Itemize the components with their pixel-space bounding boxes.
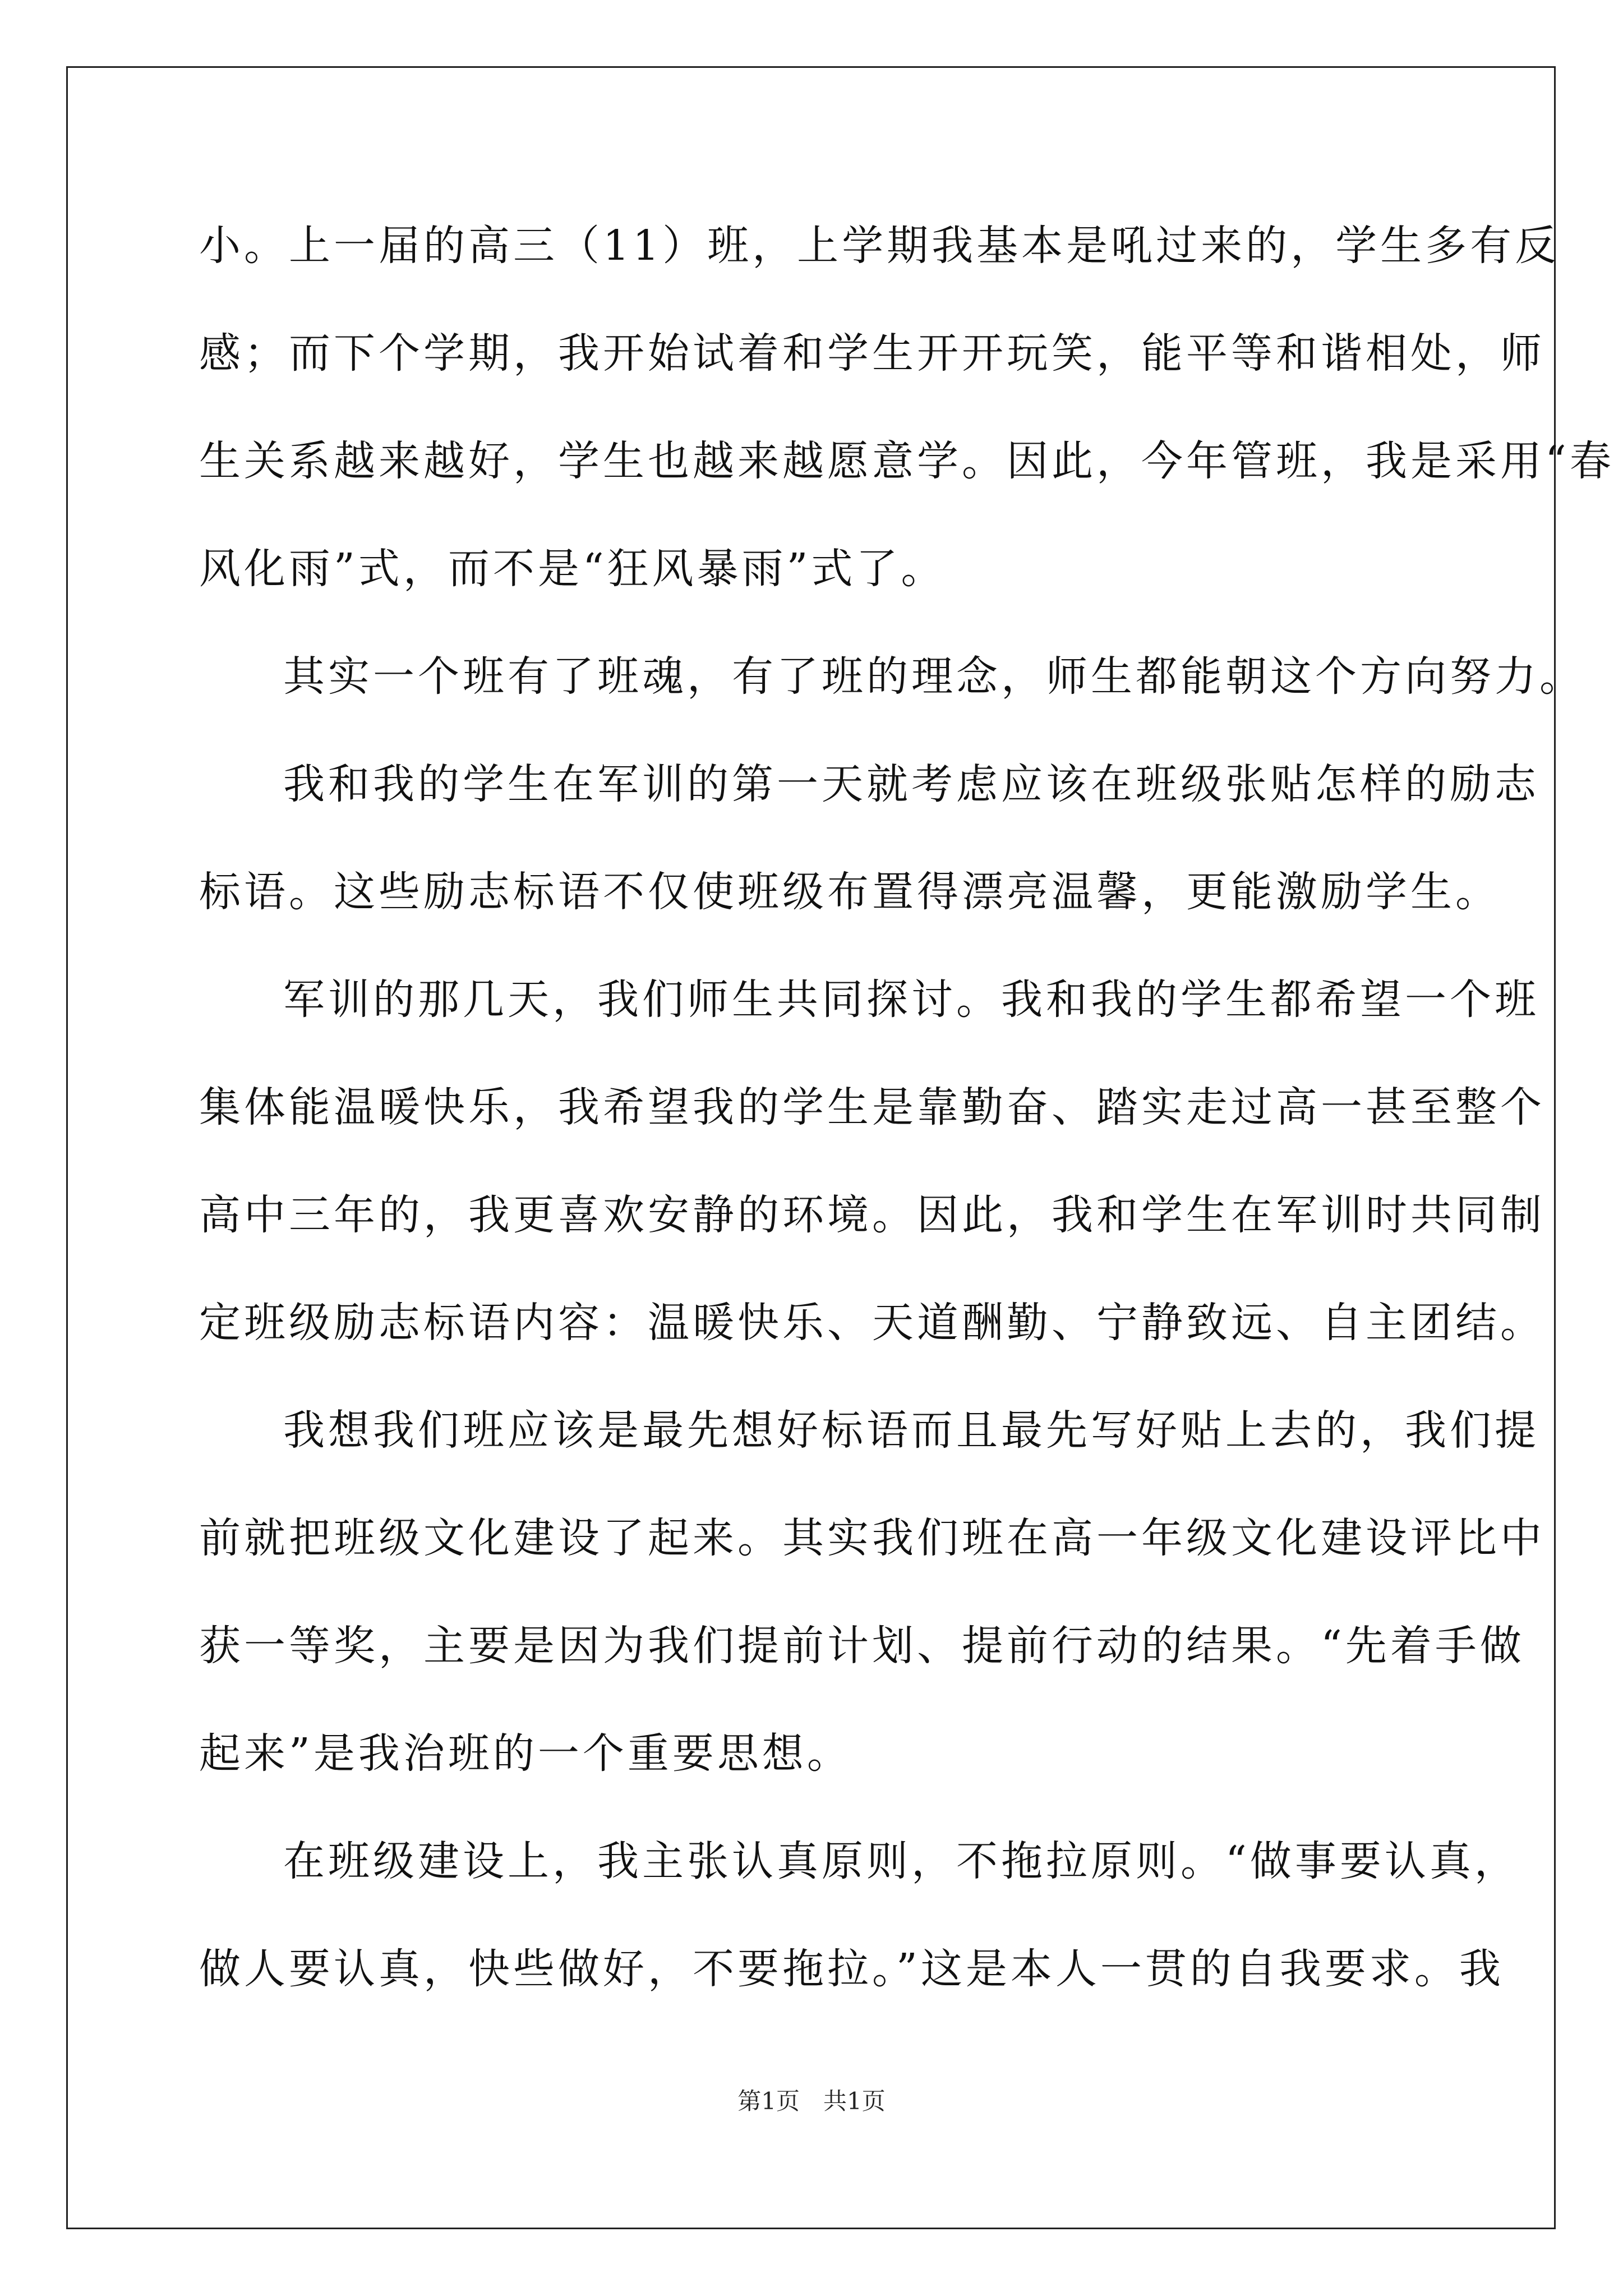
text-line: 生关系越来越好，学生也越来越愿意学。因此，今年管班，我是采用“春 bbox=[199, 437, 1615, 485]
text-line: 感；而下个学期，我开始试着和学生开开玩笑，能平等和谐相处，师 bbox=[199, 329, 1545, 378]
text-line: 高中三年的，我更喜欢安静的环境。因此，我和学生在军训时共同制 bbox=[199, 1191, 1545, 1239]
text-line: 获一等奖，主要是因为我们提前计划、提前行动的结果。“先着手做 bbox=[199, 1622, 1525, 1670]
text-line: 起来”是我治班的一个重要思想。 bbox=[199, 1729, 852, 1778]
text-line: 标语。这些励志标语不仅使班级布置得漂亮温馨，更能激励学生。 bbox=[199, 868, 1500, 916]
text-line: 其实一个班有了班魂，有了班的理念，师生都能朝这个方向努力。 bbox=[283, 652, 1584, 701]
text-line: 风化雨”式，而不是“狂风暴雨”式了。 bbox=[199, 545, 946, 593]
text-line: 在班级建设上，我主张认真原则，不拖拉原则。“做事要认真， bbox=[283, 1837, 1519, 1885]
text-line: 军训的那几天，我们师生共同探讨。我和我的学生都希望一个班 bbox=[283, 976, 1539, 1024]
text-line: 我和我的学生在军训的第一天就考虑应该在班级张贴怎样的励志 bbox=[283, 760, 1539, 808]
text-line: 小。上一届的高三（11）班，上学期我基本是吼过来的，学生多有反 bbox=[199, 222, 1560, 270]
text-line: 做人要认真，快些做好，不要拖拉。”这是本人一贯的自我要求。我 bbox=[199, 1945, 1504, 1993]
text-line: 我想我们班应该是最先想好标语而且最先写好贴上去的，我们提 bbox=[283, 1406, 1539, 1455]
text-line: 前就把班级文化建设了起来。其实我们班在高一年级文化建设评比中 bbox=[199, 1514, 1545, 1562]
text-line: 定班级励志标语内容：温暖快乐、天道酬勤、宁静致远、自主团结。 bbox=[199, 1299, 1545, 1347]
text-line: 集体能温暖快乐，我希望我的学生是靠勤奋、踏实走过高一甚至整个 bbox=[199, 1083, 1545, 1131]
page-border bbox=[66, 66, 1556, 2229]
page-number-footer: 第1页 共1页 bbox=[737, 2087, 886, 2115]
